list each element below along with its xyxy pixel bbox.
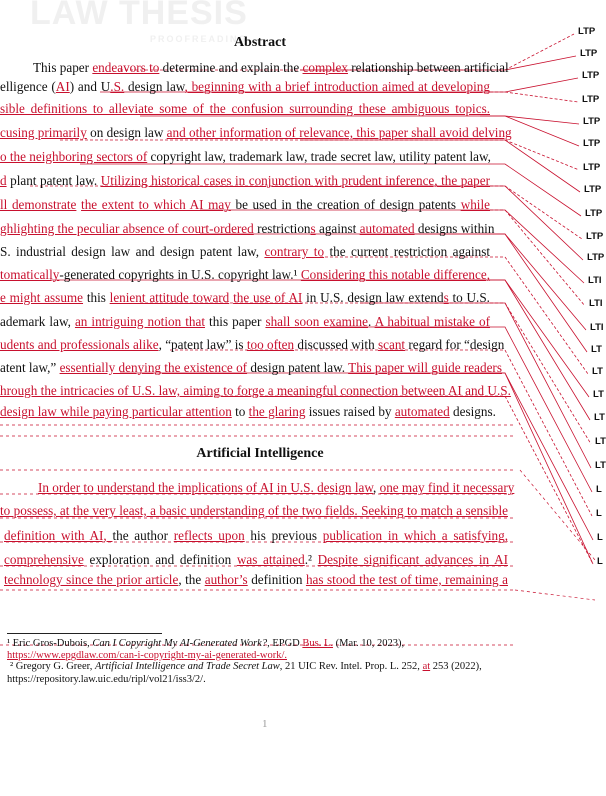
watermark: LAW THESIS PROOFREADING xyxy=(30,0,248,44)
revision-dashed-border xyxy=(515,590,595,600)
tracked-revision: the extent to which AI may xyxy=(81,197,231,212)
tracked-revision: and other information of relevance, this paper shall avoid delving xyxy=(166,125,512,140)
tracked-revision: definition with AI, xyxy=(4,528,113,543)
comment-tag[interactable]: LTP xyxy=(580,48,598,59)
text-line xyxy=(0,101,490,117)
text-run: to U.S. xyxy=(448,290,490,305)
text-run: exploration and definition xyxy=(83,552,237,567)
text-run: designs within xyxy=(414,221,495,236)
comment-tag[interactable]: LTP xyxy=(583,138,601,149)
comment-tag[interactable]: LTP xyxy=(584,184,602,195)
tracked-revision: ghlighting the peculiar absence of court-ordered xyxy=(0,221,254,236)
text-line xyxy=(0,503,508,519)
tracked-revision: at xyxy=(422,661,431,672)
text-run: ) and U xyxy=(69,79,111,94)
text-run: , 21 UIC Rev. Intel. Prop. L. 252, xyxy=(279,661,423,672)
tracked-revision: A habitual mistake of xyxy=(374,314,490,329)
text-run: the current restriction against xyxy=(324,244,491,259)
text-line xyxy=(0,337,505,353)
tracked-revision: automated xyxy=(359,221,415,236)
abstract-heading: Abstract xyxy=(233,35,287,50)
text-run: determine and explain the xyxy=(159,60,303,75)
tracked-revision: an intriguing notion that xyxy=(74,314,205,329)
text-run: restriction xyxy=(253,221,311,236)
text-run: https://repository.law.uic.edu/ripl/vol21/iss3/2/. xyxy=(7,674,206,685)
footnote-line xyxy=(10,661,482,673)
comment-tag[interactable]: LTP xyxy=(585,208,603,219)
tracked-revision: sible definitions to alleviate some of the confusion surrounding these ambiguous topics. xyxy=(0,101,490,116)
text-run: relationship between artificial xyxy=(347,60,509,75)
text-run: This paper xyxy=(33,60,93,75)
text-run: definition xyxy=(247,572,306,587)
text-line xyxy=(33,60,509,76)
text-run: the author xyxy=(112,528,174,543)
text-run: .² xyxy=(304,552,318,567)
tracked-revision: while xyxy=(460,197,490,212)
text-run: , xyxy=(373,480,380,495)
comment-tag[interactable]: LTP xyxy=(583,116,601,127)
comment-tag[interactable]: LTP xyxy=(586,231,604,242)
text-line xyxy=(4,572,508,588)
comment-leader-line xyxy=(480,92,578,102)
tracked-revision: one may find it necessary xyxy=(379,480,515,495)
tracked-revision: endeavors to xyxy=(92,60,160,75)
text-line xyxy=(0,197,490,213)
text-line xyxy=(0,404,496,420)
tracked-revision: publication in which a satisfying, xyxy=(322,528,508,543)
tracked-revision: author’s xyxy=(204,572,248,587)
text-run: design patent law. xyxy=(247,360,349,375)
tracked-revision: the use of AI xyxy=(233,290,303,305)
text-run: copyright law, trademark law, trade secret law, utility patent law, xyxy=(147,149,491,164)
comment-tag[interactable]: LTI xyxy=(589,298,603,309)
text-run: -generated copyrights in U.S. copyright law.¹ xyxy=(59,267,301,282)
text-run: , EPGD xyxy=(267,638,303,649)
tracked-revision: udents and professionals alike xyxy=(0,337,159,352)
tracked-revision: design law while paying particular attention xyxy=(0,404,232,419)
tracked-revision: automated xyxy=(394,404,450,419)
comment-tag[interactable]: LTP xyxy=(582,70,600,81)
comment-tag[interactable]: LTI xyxy=(590,322,604,333)
text-line xyxy=(0,149,490,165)
text-line xyxy=(0,290,490,306)
text-run: issues raised by xyxy=(305,404,395,419)
tracked-revision: o the neighboring sectors of xyxy=(0,149,148,164)
tracked-revision: , beginning with a brief introduction aimed at developing xyxy=(184,79,490,94)
tracked-revision: s xyxy=(310,221,316,236)
text-run: discussed with xyxy=(294,337,378,352)
tracked-revision: In order to understand the implications of AI in U.S. design law xyxy=(38,480,373,495)
comment-tag[interactable]: LT xyxy=(593,389,604,400)
comment-leader-line xyxy=(480,210,585,306)
tracked-revision: Utilizing historical cases in conjunction with prudent inference, the paper xyxy=(100,173,490,188)
comment-tag[interactable]: L xyxy=(596,508,602,519)
comment-tag[interactable]: LT xyxy=(594,412,605,423)
footnote-separator xyxy=(7,633,162,634)
text-run: , the xyxy=(178,572,205,587)
text-line xyxy=(4,552,508,568)
italic-title: Can I Copyright My AI-Generated Work? xyxy=(92,638,268,649)
text-line xyxy=(0,244,490,260)
page-number: 1 xyxy=(262,718,268,730)
text-run: (Mar. 10, 2023), xyxy=(333,638,405,649)
comment-tag[interactable]: LTI xyxy=(588,275,602,286)
tracked-revision: has stood the test of time, remaining a xyxy=(305,572,508,587)
text-line xyxy=(0,125,512,141)
footnote-line xyxy=(7,638,404,650)
text-run: designs. xyxy=(449,404,496,419)
text-line xyxy=(0,79,490,95)
comment-tag[interactable]: LT xyxy=(595,460,606,471)
text-run: , “patent law” is xyxy=(158,337,247,352)
text-run: elligence ( xyxy=(0,79,56,94)
tracked-revision: This paper will guide readers xyxy=(348,360,502,375)
comment-tag[interactable]: LTP xyxy=(582,94,600,105)
text-run: this xyxy=(83,290,110,305)
text-run: be used in the creation of design patents xyxy=(230,197,461,212)
comment-tag[interactable]: L xyxy=(596,484,602,495)
tracked-revision: hrough the intricacies of U.S. law, aiming to forge a meaningful connection between AI and U.S. xyxy=(0,383,511,398)
text-run: to xyxy=(231,404,249,419)
text-run: on design law xyxy=(86,125,167,140)
text-run: S. industrial design law and design patent law, xyxy=(0,244,265,259)
tracked-revision: technology since the prior article xyxy=(4,572,179,587)
text-run: design law xyxy=(124,79,185,94)
tracked-revision: cusing primarily xyxy=(0,125,87,140)
tracked-revision: contrary to xyxy=(264,244,325,259)
text-run: ² Gregory G. Greer, xyxy=(10,661,95,672)
text-run: regard for “design xyxy=(405,337,505,352)
text-line xyxy=(0,360,502,376)
comment-tag[interactable]: LT xyxy=(591,344,602,355)
tracked-revision: scant xyxy=(377,337,406,352)
tracked-revision: was attained xyxy=(236,552,305,567)
text-run: 253 (2022), xyxy=(430,661,482,672)
text-line xyxy=(38,480,514,496)
tracked-revision: shall soon examine xyxy=(265,314,368,329)
revision-dashed-border xyxy=(520,470,595,560)
text-run: ademark law, xyxy=(0,314,75,329)
tracked-revision: complex xyxy=(302,60,348,75)
tracked-revision: Despite significant advances in AI xyxy=(317,552,508,567)
tracked-revision: essentially denying the existence of xyxy=(59,360,248,375)
text-line xyxy=(0,314,490,330)
text-run: this paper xyxy=(205,314,266,329)
comment-tag[interactable]: LT xyxy=(595,436,606,447)
tracked-revision: e might assume xyxy=(0,290,84,305)
tracked-revision: d xyxy=(0,173,7,188)
tracked-revision: AI xyxy=(55,79,70,94)
comment-tag[interactable]: L xyxy=(597,556,603,567)
text-line xyxy=(0,173,490,189)
tracked-revision: .S. xyxy=(110,79,125,94)
text-run: ¹ Eric Gros-Dubois, xyxy=(7,638,93,649)
tracked-revision: Considering this notable difference, xyxy=(300,267,491,282)
section-heading: Artificial Intelligence xyxy=(196,446,324,461)
tracked-revision: too often xyxy=(246,337,295,352)
tracked-revision: reflects upon xyxy=(173,528,245,543)
tracked-revision: the glaring xyxy=(248,404,306,419)
tracked-revision: s xyxy=(443,290,449,305)
italic-title: Artificial Intelligence and Trade Secret Law xyxy=(94,661,280,672)
comment-tag[interactable]: LTP xyxy=(587,252,605,263)
text-line xyxy=(4,528,508,544)
text-run: . xyxy=(368,314,375,329)
comment-tag[interactable]: L xyxy=(597,532,603,543)
tracked-revision: ll demonstrate xyxy=(0,197,77,212)
comment-tag[interactable]: LTP xyxy=(583,162,601,173)
text-run: atent law,” xyxy=(0,360,60,375)
tracked-revision: tomatically xyxy=(0,267,60,282)
tracked-revision: Bus. L. xyxy=(302,638,334,649)
comment-tag[interactable]: LTP xyxy=(578,26,596,37)
tracked-revision: lenient attitude toward xyxy=(109,290,230,305)
footnote-line xyxy=(7,674,206,686)
tracked-revision: https://www.epgdlaw.com/can-i-copyright-my-ai-generated-work/. xyxy=(7,650,288,661)
text-line xyxy=(0,383,511,399)
text-run: plant patent law. xyxy=(6,173,101,188)
text-line xyxy=(0,221,495,237)
tracked-revision: to possess, at the very least, a basic understanding of the two fields. Seeking to match a sensible xyxy=(0,503,508,518)
tracked-revision: comprehensive xyxy=(4,552,84,567)
text-run: against xyxy=(315,221,360,236)
comment-leader-line xyxy=(140,116,579,124)
text-run: his previous xyxy=(244,528,323,543)
comment-tag[interactable]: LT xyxy=(592,366,603,377)
text-run: in U.S. design law extend xyxy=(302,290,444,305)
text-line xyxy=(0,267,490,283)
